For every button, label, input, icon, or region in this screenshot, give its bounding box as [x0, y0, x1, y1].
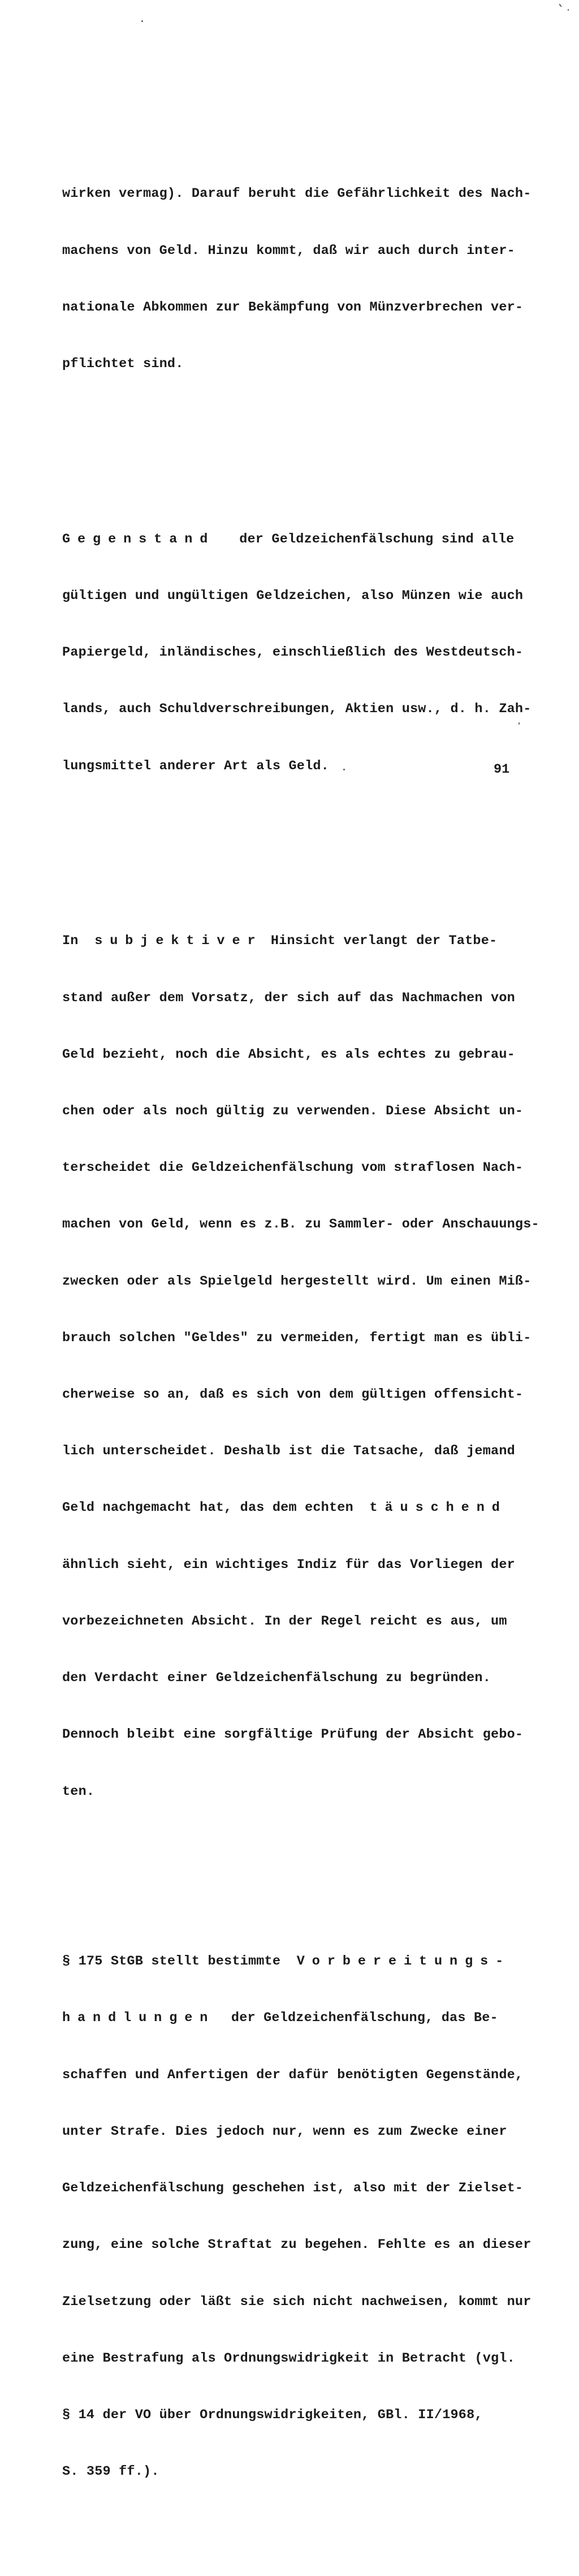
text-line: lands, auch Schuldverschreibungen, Aktien usw., d. h. Zah- [62, 701, 532, 717]
text-run: Hinsicht verlangt der Tatbe- [262, 933, 498, 949]
text-line: machens von Geld. Hinzu kommt, daß wir auch durch inter- [62, 243, 515, 259]
text-run: In [62, 933, 95, 949]
text-line: vorbezeichneten Absicht. In der Regel reicht es aus, um [62, 1613, 507, 1629]
text-line: chen oder als noch gültig zu verwenden. Diese Absicht un- [62, 1103, 524, 1119]
scan-speck [568, 9, 569, 11]
text-line: stand außer dem Vorsatz, der sich auf das Nachmachen von [62, 990, 515, 1006]
text-line: terscheidet die Geldzeichenfälschung vom straflosen Nach- [62, 1160, 524, 1176]
text-line [62, 1498, 515, 1517]
body-text [62, 71, 539, 2576]
text-run: der Geldzeichenfälschung, das Be- [215, 2010, 498, 2026]
text-line: § 14 der VO über Ordnungswidrigkeiten, GBl. II/1968, [62, 2407, 483, 2423]
text-run: Geld nachgemacht hat, das dem echten [62, 1500, 370, 1516]
text-line: zung, eine solche Straftat zu begehen. Fehlte es an dieser [62, 2237, 532, 2253]
paragraph [62, 894, 539, 1838]
text-line [62, 530, 515, 549]
text-line: Geldzeichenfälschung geschehen ist, also mit der Zielset- [62, 2181, 524, 2196]
text-line [62, 1952, 515, 1971]
page-number: 91 [494, 762, 510, 777]
spaced-term: Gegenstand [62, 531, 215, 547]
text-line: Dennoch bleibt eine sorgfältige Prüfung der Absicht gebo- [62, 1727, 524, 1743]
text-line: lungsmittel anderer Art als Geld. [62, 758, 329, 774]
text-line: gültigen und ungültigen Geldzeichen, also Münzen wie auch [62, 588, 524, 604]
text-line: pflichtet sind. [62, 356, 184, 372]
text-line: Geld bezieht, noch die Absicht, es als echtes zu gebrau- [62, 1046, 515, 1062]
text-run: § 175 StGB stellt bestimmte [62, 1954, 297, 1970]
text-line: machen von Geld, wenn es z.B. zu Sammler- oder Anschauungs- [62, 1217, 539, 1233]
text-line: ten. [62, 1784, 95, 1799]
spaced-term: subjektiver [94, 933, 263, 949]
text-line: Zielsetzung oder läßt sie sich nicht nachweisen, kommt nur [62, 2294, 532, 2310]
text-line [62, 2009, 515, 2027]
text-line: wirken vermag). Darauf beruht die Gefährlichkeit des Nach- [62, 186, 532, 202]
text-line: den Verdacht einer Geldzeichenfälschung zu begründen. [62, 1670, 491, 1686]
paragraph [62, 492, 532, 813]
spaced-term: Vorbereitungs- [296, 1954, 511, 1970]
text-line: Papiergeld, inländisches, einschließlich des Westdeutsch- [62, 645, 524, 661]
text-run: der Geldzeichenfälschung sind alle [215, 531, 515, 547]
text-line: schaffen und Anfertigen der dafür benötigten Gegenstände, [62, 2067, 524, 2083]
text-line: nationale Abkommen zur Bekämpfung von Münzverbrechen ver- [62, 299, 524, 315]
text-line [62, 932, 515, 950]
paragraph [62, 147, 532, 412]
text-line: brauch solchen "Geldes" zu vermeiden, fertigt man es übli- [62, 1330, 532, 1346]
spaced-term: täuschend [369, 1500, 507, 1516]
spaced-term: handlungen [62, 2010, 215, 2026]
text-line: lich unterscheidet. Deshalb ist die Tatsache, daß jemand [62, 1444, 515, 1459]
scan-speck [559, 3, 562, 7]
scan-speck [141, 20, 143, 22]
text-line: ähnlich sieht, ein wichtiges Indiz für das Vorliegen der [62, 1557, 515, 1573]
scan-speck [518, 722, 520, 725]
text-line: zwecken oder als Spielgeld hergestellt wird. Um einen Miß- [62, 1273, 532, 1289]
text-line: unter Strafe. Dies jedoch nur, wenn es zum Zwecke einer [62, 2123, 507, 2139]
text-line: S. 359 ff.). [62, 2464, 159, 2480]
text-line: cherweise so an, daß es sich von dem gültigen offensicht- [62, 1387, 524, 1403]
paragraph [62, 1914, 532, 2519]
text-line: eine Bestrafung als Ordnungswidrigkeit in Betracht (vgl. [62, 2350, 515, 2366]
